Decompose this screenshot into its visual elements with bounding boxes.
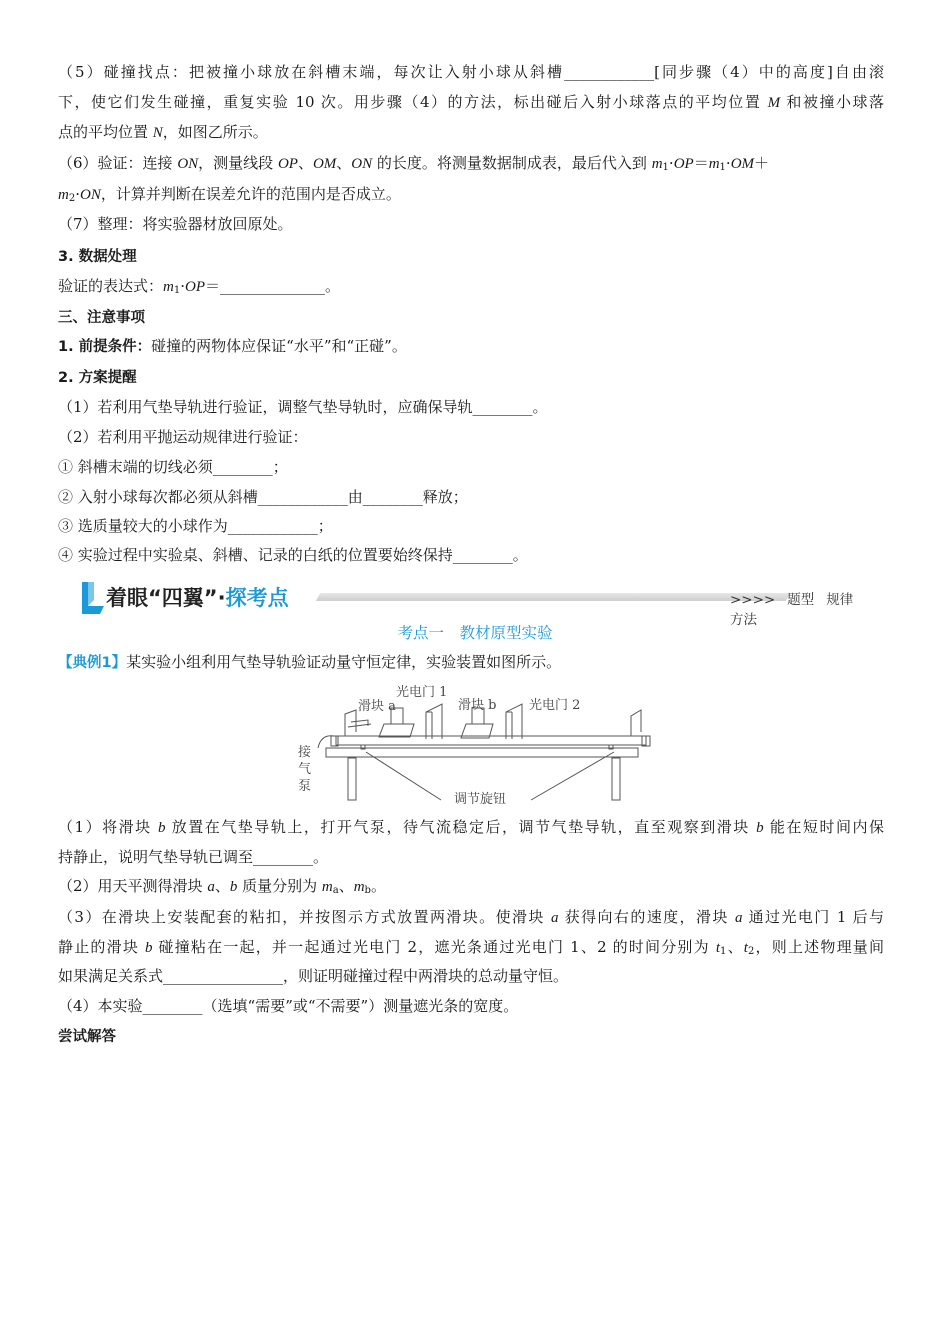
banner-title-b: 探考点: [225, 586, 289, 610]
math-var: b: [756, 820, 764, 836]
label-slider-a: 滑块 a: [358, 699, 396, 714]
section-banner: [78, 580, 878, 628]
math-var: m: [321, 879, 333, 895]
text-segment: 1: [719, 946, 727, 957]
text-line: [58, 996, 884, 1016]
text-segment: （1）若利用气垫导轨进行验证，调整气垫导轨时，应确保导轨________。: [58, 398, 548, 416]
text-line: [58, 397, 884, 417]
text-segment: ，则上述物理量间: [754, 938, 884, 956]
label-gate-2: 光电门 2: [529, 698, 581, 713]
text-segment: ＝______________。: [205, 277, 341, 295]
text-segment: 1: [173, 285, 181, 296]
text-segment: 、: [336, 154, 352, 172]
section-title: 考点一 教材原型实验: [397, 624, 553, 642]
text-segment: 获得向右的速度，滑块: [558, 908, 735, 926]
text-line: [58, 246, 884, 267]
math-var: m: [163, 279, 174, 295]
text-segment: ____________: [564, 63, 655, 81]
math-var: ON: [351, 156, 373, 172]
label-gate-1: 光电门 1: [396, 685, 448, 700]
banner-tag: 方法: [730, 612, 757, 628]
text-segment: 碰撞的两物体应保证“水平”和“正碰”。: [151, 337, 407, 355]
label-pump: 接: [298, 745, 312, 760]
text-segment: （4）本实验________（选填“需要”或“不需要”）测量遮光条的宽度。: [58, 997, 519, 1015]
text-line: [58, 847, 884, 867]
text-segment: 。: [370, 877, 386, 895]
text-line: [58, 367, 884, 388]
text-segment: ① 斜槽末端的切线必须________；: [58, 458, 288, 476]
text-segment: ·: [180, 277, 186, 295]
math-var: b: [229, 879, 238, 895]
text-segment: 1: [719, 162, 726, 173]
text-segment: 某实验小组利用气垫导轨验证动量守恒定律，实验装置如图所示。: [126, 653, 562, 671]
text-segment: ② 入射小球每次都必须从斜槽____________由________释放；: [58, 488, 468, 506]
leg-left: [348, 758, 356, 800]
text-segment: b: [364, 885, 371, 896]
text-segment: 2: [747, 946, 755, 957]
text-segment: 、: [297, 154, 313, 172]
text-line: [58, 336, 884, 357]
text-segment: 的长度。将测量数据制成表，最后代入到: [372, 154, 652, 172]
text-line: [58, 92, 884, 113]
text-segment: ＝: [693, 154, 709, 172]
text-segment: 通过光电门 1 后与: [742, 908, 884, 926]
text-segment: ，计算并判断在误差允许的范围内是否成立。: [100, 185, 401, 203]
text-line: [58, 276, 884, 301]
text-segment: 静止的滑块: [58, 938, 146, 956]
math-var: ON: [80, 187, 101, 203]
math-var: m: [651, 156, 663, 172]
text-segment: 1: [662, 162, 669, 173]
text-segment: 放置在气垫导轨上，打开气泵，待气流稳定后，调节气垫导轨，直至观察到滑块: [165, 818, 757, 836]
math-var: OM: [312, 156, 337, 172]
text-line: [58, 427, 884, 447]
air-track-diagram: [296, 682, 666, 807]
banner-tag: 规律: [826, 592, 854, 608]
math-var: OP: [185, 279, 206, 295]
math-var: OP: [277, 156, 298, 172]
math-var: OP: [673, 156, 694, 172]
text-segment: ·: [668, 154, 674, 172]
text-line: [58, 545, 884, 565]
text-segment: （6）验证：连接: [58, 154, 178, 172]
label-slider-b: 滑块 b: [458, 698, 497, 713]
text-segment: 如果满足关系式________________，则证明碰撞过程中两滑块的总动量守恒。: [58, 967, 569, 985]
text-segment: 2. 方案提醒: [58, 370, 137, 386]
text-line: [58, 652, 884, 673]
text-segment: （7）整理：将实验器材放回原处。: [58, 215, 293, 233]
text-segment: 点的平均位置: [58, 123, 153, 141]
math-var: a: [734, 910, 743, 926]
text-line: [58, 184, 884, 209]
text-segment: 持静止，说明气垫导轨已调至________。: [58, 848, 329, 866]
text-segment: ④ 实验过程中实验桌、斜槽、记录的白纸的位置要始终保持________。: [58, 546, 528, 564]
text-segment: 质量分别为: [237, 877, 322, 895]
text-segment: 1. 前提条件：: [58, 339, 152, 355]
label-knob: 调节旋钮: [454, 792, 507, 807]
text-segment: ，测量线段: [198, 154, 278, 172]
text-segment: ③ 选质量较大的小球作为____________；: [58, 517, 333, 535]
banner-title: [106, 582, 289, 612]
text-line: [58, 122, 884, 143]
text-segment: （2）若利用平抛运动规律进行验证：: [58, 428, 308, 446]
math-var: t: [715, 940, 720, 956]
text-segment: （3）在滑块上安装配套的粘扣，并按图示方式放置两滑块。使滑块: [58, 908, 551, 926]
text-line: [58, 907, 884, 928]
label-pump: 气: [298, 762, 312, 777]
text-segment: 验证的表达式：: [58, 277, 164, 295]
text-segment: 3. 数据处理: [58, 249, 137, 265]
math-var: m: [708, 156, 720, 172]
text-segment: 【典例1】: [58, 655, 127, 671]
text-segment: a: [332, 885, 339, 896]
label-pump: 泵: [298, 779, 312, 794]
text-line: [58, 516, 884, 536]
math-var: M: [767, 95, 781, 111]
text-line: [58, 307, 884, 328]
text-segment: 三、注意事项: [58, 310, 145, 326]
math-var: OM: [730, 156, 755, 172]
text-segment: ·: [725, 154, 731, 172]
banner-tag: 题型: [787, 592, 815, 608]
text-line: [58, 966, 884, 986]
text-line: [58, 214, 884, 234]
text-segment: 、: [726, 938, 744, 956]
math-var: N: [152, 125, 163, 141]
text-segment: （2）用天平测得滑块: [58, 877, 208, 895]
math-var: ON: [177, 156, 199, 172]
text-line: [58, 487, 884, 507]
text-line: [58, 937, 884, 962]
text-line: [58, 876, 884, 901]
text-segment: （5）碰撞找点：把被撞小球放在斜槽末端，每次让入射小球从斜槽: [58, 63, 565, 81]
text-segment: ·: [75, 185, 80, 203]
text-line: [58, 817, 884, 838]
text-line: [58, 457, 884, 477]
slider-a: [379, 724, 414, 737]
math-var: a: [551, 910, 559, 926]
leg-right: [612, 758, 620, 800]
text-line: [58, 1026, 884, 1047]
track-base: [326, 748, 638, 757]
math-var: b: [145, 940, 153, 956]
text-segment: 下，使它们发生碰撞，重复实验 10 次。用步骤（4）的方法，标出碰后入射小球落点的平均位置: [58, 93, 768, 111]
text-segment: 、: [338, 877, 354, 895]
banner-arrows: >>>>: [730, 592, 776, 608]
math-var: b: [157, 820, 166, 836]
text-segment: 和被撞小球落: [780, 93, 884, 111]
math-var: t: [743, 940, 748, 956]
text-segment: 尝试解答: [58, 1029, 116, 1045]
math-var: m: [353, 879, 365, 895]
text-segment: 能在短时间内保: [763, 818, 884, 836]
text-segment: 、: [214, 877, 230, 895]
text-segment: （1）将滑块: [58, 818, 158, 836]
banner-hook-icon: [78, 580, 108, 616]
math-var: a: [207, 879, 215, 895]
math-var: m: [58, 187, 69, 203]
text-segment: [同步骤（4）中的高度]自由滚: [654, 63, 885, 81]
text-segment: ＋: [754, 154, 770, 172]
text-segment: 2: [68, 193, 76, 204]
text-line: [58, 153, 884, 178]
banner-title-a: 着眼“四翼”·: [106, 586, 226, 610]
text-segment: 碰撞粘在一起，并一起通过光电门 2，遮光条通过光电门 1、2 的时间分别为: [152, 938, 716, 956]
text-segment: ，如图乙所示。: [162, 123, 268, 141]
text-line: [58, 62, 884, 82]
